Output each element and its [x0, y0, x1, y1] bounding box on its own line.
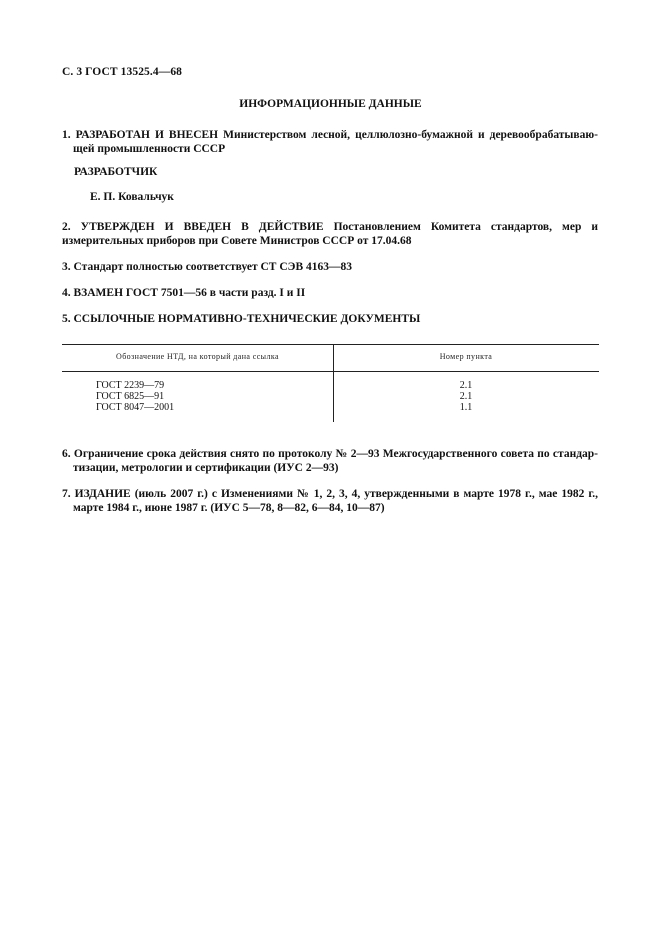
item-6-line-1: 6. Ограничение срока действия снято по протоколу № 2—93 Межгосударственного совета по стандар-	[62, 448, 598, 460]
item-2-line-2: измерительных приборов при Совете Министров СССР от 17.04.68	[62, 235, 412, 247]
item-4: 4. ВЗАМЕН ГОСТ 7501—56 в части разд. I и II	[62, 287, 306, 299]
item-2-line-1: 2. УТВЕРЖДЕН И ВВЕДЕН В ДЕЙСТВИЕ Постановлением Комитета стандартов, мер и	[62, 221, 598, 233]
table-column-documents	[96, 380, 174, 413]
table-top-rule	[62, 344, 599, 345]
item-3: 3. Стандарт полностью соответствует СТ СЭВ 4163—83	[62, 261, 353, 273]
developer-name: Е. П. Ковальчук	[90, 191, 174, 203]
item-5: 5. ССЫЛОЧНЫЕ НОРМАТИВНО-ТЕХНИЧЕСКИЕ ДОКУМЕНТЫ	[62, 313, 421, 325]
table-cell-doc: ГОСТ 6825—91	[96, 391, 165, 402]
item-2	[62, 220, 598, 248]
developer-label: РАЗРАБОТЧИК	[74, 166, 158, 178]
item-1-line-1: 1. РАЗРАБОТАН И ВНЕСЕН Министерством лесной, целлюлозно-бумажной и деревообрабатываю-	[62, 129, 598, 141]
table-cell-item: 2.1	[459, 380, 473, 391]
table-cell-doc: ГОСТ 2239—79	[96, 380, 165, 391]
item-6-line-2: тизации, метрологии и сертификации (ИУС 2—93)	[73, 462, 339, 474]
table-cell-item: 2.1	[459, 391, 473, 402]
section-title: ИНФОРМАЦИОННЫЕ ДАННЫЕ	[239, 98, 422, 110]
table-cell-item: 1.1	[459, 402, 473, 413]
table-header-rule	[62, 371, 599, 372]
table-header-item-number: Номер пункта	[439, 352, 493, 361]
item-7-line-2: марте 1984 г., июне 1987 г. (ИУС 5—78, 8—82, 6—84, 10—87)	[73, 502, 385, 514]
reference-table	[62, 344, 599, 422]
table-header-document: Обозначение НТД, на который дана ссылка	[116, 352, 279, 361]
item-7	[62, 487, 598, 515]
item-6	[62, 447, 598, 475]
item-7-line-1: 7. ИЗДАНИЕ (июль 2007 г.) с Изменениями № 1, 2, 3, 4, утвержденными в марте 1978 г., мае 1982 г.,	[62, 488, 598, 500]
item-1-line-2: щей промышленности СССР	[73, 143, 226, 155]
page-header: С. 3 ГОСТ 13525.4—68	[62, 66, 183, 78]
table-cell-doc: ГОСТ 8047—2001	[96, 402, 175, 413]
table-column-items	[333, 380, 599, 413]
item-1	[62, 128, 598, 156]
